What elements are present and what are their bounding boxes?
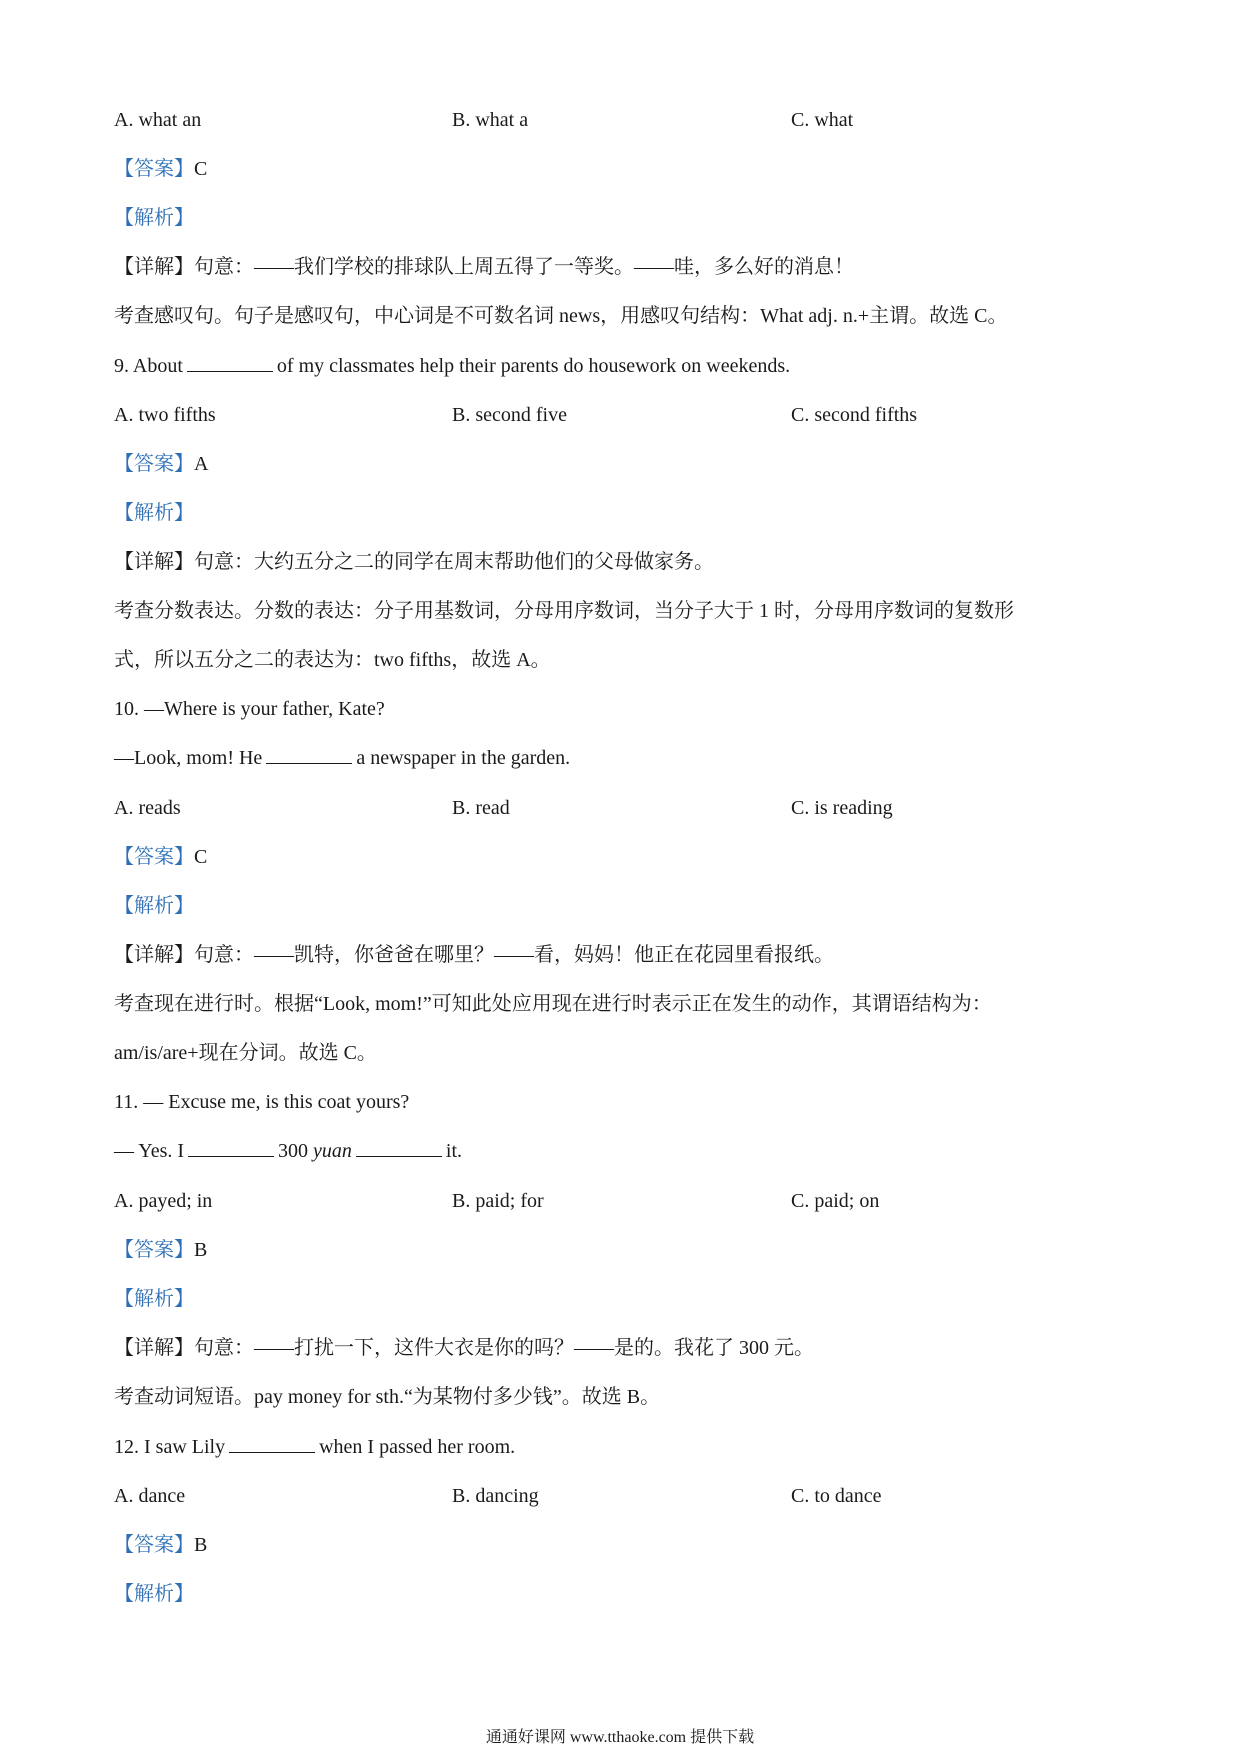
detail-text: 句意：——打扰一下，这件大衣是你的吗？——是的。我花了 300 元。 — [194, 1337, 814, 1359]
q8-analysis-tag: 【解析】 — [114, 207, 194, 229]
q10-options — [114, 794, 1114, 822]
q10-option-b: B. read — [452, 797, 510, 819]
stem-before: 12. I saw Lily — [114, 1436, 226, 1458]
stem-mid: 300 — [278, 1140, 309, 1162]
q9-explain-1: 考查分数表达。分数的表达：分子用基数词，分母用序数词，当分子大于 1 时，分母用序数词的复数形 — [114, 600, 1014, 622]
answer-value: A — [194, 453, 209, 475]
q11-option-c: C. paid; on — [791, 1190, 880, 1212]
answer-tag: 【答案】 — [114, 158, 194, 180]
q11-options — [114, 1187, 1114, 1215]
detail-tag: 【详解】 — [114, 256, 194, 278]
q9-stem — [114, 352, 1110, 380]
q10-analysis-tag: 【解析】 — [114, 895, 194, 917]
q11-analysis-tag: 【解析】 — [114, 1288, 194, 1310]
answer-blank — [229, 1434, 315, 1453]
answer-value: C — [194, 158, 208, 180]
q10-detail — [114, 941, 1110, 969]
q10-option-a: A. reads — [114, 797, 181, 819]
answer-tag: 【答案】 — [114, 846, 194, 868]
q11-answer — [114, 1236, 1110, 1264]
answer-value: B — [194, 1534, 208, 1556]
answer-blank-2 — [356, 1138, 442, 1157]
q9-option-b: B. second five — [452, 404, 567, 426]
q9-detail — [114, 548, 1110, 576]
q8-option-b: B. what a — [452, 109, 529, 131]
answer-tag: 【答案】 — [114, 453, 194, 475]
detail-text: 句意：大约五分之二的同学在周末帮助他们的父母做家务。 — [194, 551, 714, 573]
q10-option-c: C. is reading — [791, 797, 893, 819]
detail-text: 句意：——我们学校的排球队上周五得了一等奖。——哇，多么好的消息！ — [194, 256, 854, 278]
answer-tag: 【答案】 — [114, 1239, 194, 1261]
stem-before: — Yes. I — [114, 1140, 185, 1162]
answer-tag: 【答案】 — [114, 1534, 194, 1556]
q12-option-b: B. dancing — [452, 1485, 539, 1507]
q9-option-c: C. second fifths — [791, 404, 918, 426]
stem-before: —Look, mom! He — [114, 747, 263, 769]
q8-option-a: A. what an — [114, 109, 202, 131]
answer-value: C — [194, 846, 208, 868]
q11-explain: 考查动词短语。pay money for sth.“为某物付多少钱”。故选 B。 — [114, 1386, 661, 1408]
q12-option-c: C. to dance — [791, 1485, 882, 1507]
q9-explain-2: 式，所以五分之二的表达为：two fifths，故选 A。 — [114, 649, 551, 671]
q8-answer — [114, 155, 1110, 183]
answer-blank-1 — [188, 1138, 274, 1157]
q11-detail — [114, 1334, 1110, 1362]
q8-option-c: C. what — [791, 109, 854, 131]
q11-option-b: B. paid; for — [452, 1190, 544, 1212]
q10-stem-1: 10. —Where is your father, Kate? — [114, 698, 385, 720]
q10-explain-1: 考查现在进行时。根据“Look, mom!”可知此处应用现在进行时表示正在发生的动作，其谓语结构为： — [114, 993, 992, 1015]
q8-detail — [114, 253, 1110, 281]
q9-answer — [114, 450, 1110, 478]
q11-stem-1: 11. — Excuse me, is this coat yours? — [114, 1091, 410, 1113]
answer-value: B — [194, 1239, 208, 1261]
answer-blank — [266, 745, 352, 764]
detail-tag: 【详解】 — [114, 1337, 194, 1359]
q12-answer — [114, 1531, 1110, 1559]
page-footer: 通通好课网 www.tthaoke.com 提供下载 — [485, 1729, 755, 1746]
stem-before: 9. About — [114, 355, 183, 377]
q12-option-a: A. dance — [114, 1485, 186, 1507]
stem-after: it. — [445, 1140, 463, 1162]
q11-stem-2 — [114, 1137, 1110, 1165]
answer-blank — [187, 353, 273, 372]
q10-answer — [114, 843, 1110, 871]
q8-options — [114, 106, 1114, 134]
q12-stem — [114, 1433, 1110, 1461]
q10-explain-2: am/is/are+现在分词。故选 C。 — [114, 1042, 377, 1064]
q9-options — [114, 401, 1114, 429]
q9-option-a: A. two fifths — [114, 404, 216, 426]
detail-tag: 【详解】 — [114, 551, 194, 573]
q12-options — [114, 1482, 1114, 1510]
stem-after: a newspaper in the garden. — [356, 747, 571, 769]
q10-stem-2 — [114, 744, 1110, 772]
detail-text: 句意：——凯特，你爸爸在哪里？——看，妈妈！他正在花园里看报纸。 — [194, 944, 834, 966]
q12-analysis-tag: 【解析】 — [114, 1583, 194, 1605]
stem-after: of my classmates help their parents do housework on weekends. — [276, 355, 791, 377]
q8-explain: 考查感叹句。句子是感叹句，中心词是不可数名词 news，用感叹句结构：What adj. n.+主谓。故选 C。 — [114, 305, 1008, 327]
yuan-italic: yuan — [313, 1140, 352, 1162]
detail-tag: 【详解】 — [114, 944, 194, 966]
q9-analysis-tag: 【解析】 — [114, 502, 194, 524]
q11-option-a: A. payed; in — [114, 1190, 213, 1212]
stem-after: when I passed her room. — [319, 1436, 516, 1458]
